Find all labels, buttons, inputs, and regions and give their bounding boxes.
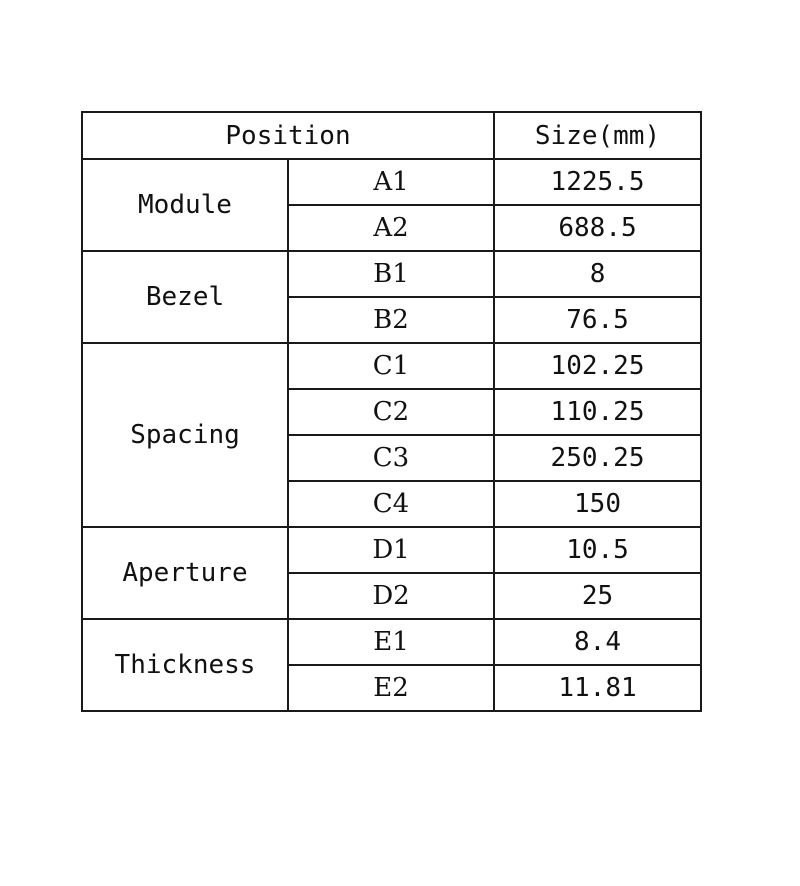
group-label: Bezel — [82, 251, 288, 343]
size-value: 76.5 — [494, 297, 701, 343]
size-value: 25 — [494, 573, 701, 619]
size-value: 11.81 — [494, 665, 701, 711]
size-value: 1225.5 — [494, 159, 701, 205]
dimension-table — [81, 111, 702, 712]
size-value: 10.5 — [494, 527, 701, 573]
group-label: Thickness — [82, 619, 288, 711]
position-code: C1 — [288, 343, 494, 389]
header-position: Position — [82, 112, 494, 159]
position-code: C4 — [288, 481, 494, 527]
position-code: C2 — [288, 389, 494, 435]
table-row — [82, 343, 701, 389]
position-code: A2 — [288, 205, 494, 251]
position-code: C3 — [288, 435, 494, 481]
group-label: Aperture — [82, 527, 288, 619]
group-label: Spacing — [82, 343, 288, 527]
position-code: B1 — [288, 251, 494, 297]
position-code: A1 — [288, 159, 494, 205]
size-value: 688.5 — [494, 205, 701, 251]
table-row — [82, 619, 701, 665]
position-code: D1 — [288, 527, 494, 573]
position-code: D2 — [288, 573, 494, 619]
header-size: Size(mm) — [494, 112, 701, 159]
size-value: 150 — [494, 481, 701, 527]
size-value: 8.4 — [494, 619, 701, 665]
table-row — [82, 159, 701, 205]
size-value: 250.25 — [494, 435, 701, 481]
table-row — [82, 251, 701, 297]
table-body — [82, 159, 701, 711]
size-value: 110.25 — [494, 389, 701, 435]
position-code: E1 — [288, 619, 494, 665]
table-row — [82, 527, 701, 573]
size-value: 102.25 — [494, 343, 701, 389]
group-label: Module — [82, 159, 288, 251]
position-code: E2 — [288, 665, 494, 711]
size-value: 8 — [494, 251, 701, 297]
position-code: B2 — [288, 297, 494, 343]
table-header-row — [82, 112, 701, 159]
